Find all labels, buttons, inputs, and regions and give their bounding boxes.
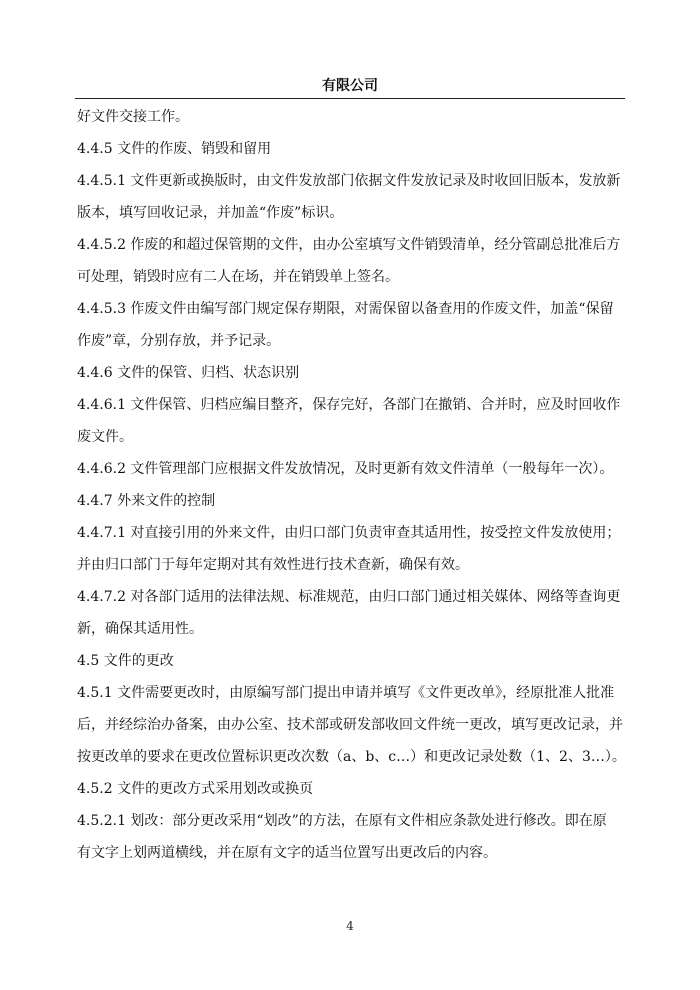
section-heading: 4.5 文件的更改 <box>77 653 174 669</box>
header-divider <box>75 98 625 99</box>
text-line: 好文件交接工作。 <box>77 109 189 125</box>
text-line: 4.4.6.1 文件保管、归档应编目整齐，保存完好，各部门在撤销、合并时，应及时回收作 <box>77 397 621 413</box>
text-line: 并由归口部门于每年定期对其有效性进行技术查新，确保有效。 <box>77 557 469 573</box>
section-heading: 4.4.6 文件的保管、归档、状态识别 <box>77 365 300 381</box>
section-heading: 4.4.7 外来文件的控制 <box>77 493 216 509</box>
text-line: 可处理，销毁时应有二人在场，并在销毁单上签名。 <box>77 269 399 285</box>
section-heading: 4.5.2 文件的更改方式采用划改或换页 <box>77 781 314 797</box>
text-line: 按更改单的要求在更改位置标识更改次数（a、b、c…）和更改记录处数（1、2、3…）。 <box>77 749 626 765</box>
text-line: 后，并经综治办备案，由办公室、技术部或研发部收回文件统一更改，填写更改记录，并 <box>77 717 623 733</box>
text-line: 4.4.5.2 作废的和超过保管期的文件，由办公室填写文件销毁清单，经分管副总批准后方 <box>77 237 621 253</box>
text-line: 4.5.2.1 划改：部分更改采用“划改”的方法，在原有文件相应条款处进行修改。即在原 <box>77 813 607 829</box>
text-line: 4.4.5.3 作废文件由编写部门规定保存期限，对需保留以备查用的作废文件，加盖“保留 <box>77 301 614 317</box>
text-line: 废文件。 <box>77 429 133 445</box>
section-heading: 4.4.5 文件的作废、销毁和留用 <box>77 141 272 157</box>
text-line: 4.5.1 文件需要更改时，由原编写部门提出申请并填写《文件更改单》，经原批准人批准 <box>77 685 615 701</box>
text-line: 新，确保其适用性。 <box>77 621 203 637</box>
header-title: 有限公司 <box>322 78 378 94</box>
text-line: 版本，填写回收记录，并加盖“作废”标识。 <box>77 205 344 221</box>
text-line: 4.4.7.2 对各部门适用的法律法规、标准规范，由归口部门通过相关媒体、网络等查询更 <box>77 589 621 605</box>
text-line: 4.4.7.1 对直接引用的外来文件，由归口部门负责审查其适用性，按受控文件发放使用； <box>77 525 621 541</box>
text-line: 作废”章，分别存放，并予记录。 <box>77 333 281 349</box>
text-line: 4.4.5.1 文件更新或换版时，由文件发放部门依据文件发放记录及时收回旧版本，发放新 <box>77 173 621 189</box>
text-line: 4.4.6.2 文件管理部门应根据文件发放情况，及时更新有效文件清单（一般每年一次）。 <box>77 461 614 477</box>
text-line: 有文字上划两道横线，并在原有文字的适当位置写出更改后的内容。 <box>77 845 497 861</box>
page-number: 4 <box>346 919 354 933</box>
